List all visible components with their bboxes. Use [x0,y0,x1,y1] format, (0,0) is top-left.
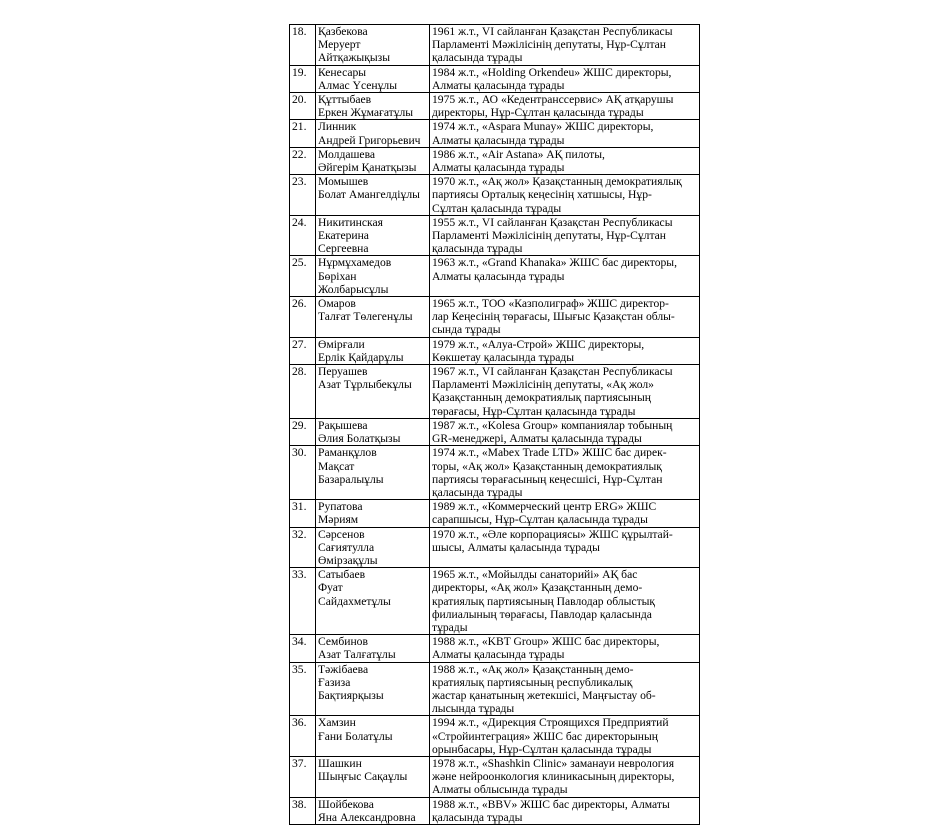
candidate-name-cell [316,337,430,364]
candidate-description-cell [430,568,700,635]
candidate-description-line: 1970 ж.т., «Әле корпорациясы» ЖШС құрылтай- [432,527,673,541]
candidate-name-line: Нұрмұхамедов [318,256,392,270]
candidate-name-line: Фуат [318,581,343,595]
candidate-description-line: торы, «Ақ жол» Қазақстанның демократиялық [432,459,662,473]
candidate-description-line: «Стройинтеграция» ЖШС бас директорының [432,729,658,743]
candidate-description-line: 1974 ж.т., «Mabex Trade LTD» ЖШС бас дирек- [432,446,667,460]
table-row [290,93,700,120]
candidate-name-line: Линник [318,120,357,134]
table-row [290,256,700,297]
candidate-description-line: кратиялық партиясының республикалық [432,675,633,689]
candidate-description-cell [430,25,700,66]
candidate-name-cell [316,500,430,527]
candidate-description-line: директоры, «Ақ жол» Қазақстанның демо- [432,581,643,595]
table-row [290,500,700,527]
table-row [290,215,700,256]
candidate-description-line: қаласында тұрады [432,485,523,499]
candidate-name-line: Бақтиярқызы [318,688,384,702]
candidate-name-line: Шашкин [318,756,362,770]
candidate-name-line: Омаров [318,297,356,311]
candidate-name-cell [316,527,430,568]
candidate-description-cell [430,147,700,174]
candidate-name-line: Ерлік Қайдарұлы [318,350,404,364]
candidate-name-line: Әлия Болатқызы [318,432,401,446]
candidate-name-line: Болат Амангелдіұлы [318,188,420,202]
row-number: 22. [290,147,316,174]
row-number: 21. [290,120,316,147]
table-row [290,716,700,757]
candidate-description-line: Қазақстанның демократиялық партиясының [432,391,651,405]
candidate-name-line: Андрей Григорьевич [318,133,421,147]
candidate-description-line: Парламенті Мәжілісінің депутаты, Нұр-Сұлтан [432,229,667,243]
candidate-name-cell [316,797,430,824]
candidate-name-line: Ғазиза [318,675,351,689]
row-number: 26. [290,297,316,338]
candidate-name-line: Никитинская [318,215,383,229]
candidate-name-cell [316,716,430,757]
candidate-description-line: Алматы қаласында тұрады [432,161,565,175]
candidate-name-line: Яна Александровна [318,810,416,824]
row-number: 18. [290,25,316,66]
candidate-description-line: кратиялық партиясының Павлодар облыстық [432,594,656,608]
candidate-description-line: жастар қанатының жетекшісі, Маңғыстау об- [432,688,656,702]
candidate-description-line: сарапшысы, Нұр-Сұлтан қаласында тұрады [432,513,648,527]
candidate-name-cell [316,756,430,797]
candidate-name-cell [316,635,430,662]
candidate-description-line: 1986 ж.т., «Air Astana» АҚ пилоты, [432,147,605,161]
candidate-description-line: және нейроонкология клиникасының директоры, [432,770,675,784]
table-row [290,635,700,662]
candidate-description-cell [430,500,700,527]
table-row [290,797,700,824]
candidate-description-line: төрағасы, Нұр-Сұлтан қаласында тұрады [432,404,636,418]
candidate-name-line: Талғат Төлегенұлы [318,310,413,324]
candidate-description-line: 1984 ж.т., «Holding Orkendeu» ЖШС директоры, [432,65,672,79]
candidate-name-line: Момышев [318,175,369,189]
row-number: 35. [290,662,316,716]
candidate-description-line: Көкшетау қаласында тұрады [432,350,575,364]
candidate-description-line: тұрады [432,620,468,634]
candidate-description-cell [430,797,700,824]
candidate-name-line: Шойбекова [318,797,374,811]
candidate-name-line: Меруерт [318,38,361,52]
candidate-name-cell [316,93,430,120]
candidate-name-line: Ғани Болатұлы [318,729,393,743]
table-row [290,365,700,419]
candidate-name-line: Рупатова [318,500,363,514]
candidate-description-line: 1989 ж.т., «Коммерческий центр ERG» ЖШС [432,500,657,514]
candidate-description-line: орынбасары, Нұр-Сұлтан қаласында тұрады [432,742,652,756]
row-number: 28. [290,365,316,419]
candidate-description-line: лысында тұрады [432,702,515,716]
candidate-name-line: Сергеевна [318,242,369,256]
candidate-name-line: Азат Талғатұлы [318,648,396,662]
candidate-description-cell [430,527,700,568]
row-number: 29. [290,418,316,445]
candidate-name-line: Раманқұлов [318,446,377,460]
candidate-name-line: Айтқажықызы [318,51,391,65]
table-row [290,120,700,147]
candidate-name-line: Еркен Жұмағатұлы [318,106,414,120]
row-number: 37. [290,756,316,797]
candidate-name-line: Қазбекова [318,25,368,38]
candidate-description-line: Алматы облысында тұрады [432,783,568,797]
candidate-description-line: 1975 ж.т., АО «Кедентранссервис» АҚ атқарушы [432,93,674,107]
candidate-name-line: Жолбарысұлы [318,282,389,296]
candidate-name-line: Рақышева [318,418,368,432]
candidate-name-cell [316,297,430,338]
candidate-name-line: Әйгерім Қанатқызы [318,161,417,175]
candidate-description-line: Сұлтан қаласында тұрады [432,201,562,215]
row-number: 33. [290,568,316,635]
candidate-name-cell [316,568,430,635]
candidate-description-cell [430,635,700,662]
candidate-description-line: 1965 ж.т., «Мойылды санаторийі» АҚ бас [432,568,638,582]
candidate-name-cell [316,147,430,174]
candidate-name-line: Сайдахметұлы [318,594,391,608]
candidate-description-line: 1961 ж.т., VI сайланған Қазақстан Республикасы [432,25,673,38]
candidate-name-line: Құттыбаев [318,93,372,107]
candidate-description-line: қаласында тұрады [432,51,523,65]
candidate-description-line: 1970 ж.т., «Ақ жол» Қазақстанның демократиялық [432,175,682,189]
candidate-name-line: Азат Тұрлыбекұлы [318,378,412,392]
table-row [290,527,700,568]
candidate-name-line: Алмас Үсенұлы [318,78,397,92]
row-number: 34. [290,635,316,662]
candidate-description-line: 1978 ж.т., «Shashkin Clinic» заманауи неврология [432,756,675,770]
candidate-description-cell [430,446,700,500]
table-row [290,297,700,338]
candidate-description-line: 1965 ж.т., ТОО «Казполиграф» ЖШС директор- [432,297,669,311]
candidate-description-cell [430,716,700,757]
candidate-description-cell [430,256,700,297]
row-number: 27. [290,337,316,364]
candidate-description-line: Алматы қаласында тұрады [432,133,565,147]
candidate-name-line: Мәриям [318,513,359,527]
candidate-description-cell [430,756,700,797]
candidate-description-line: сында тұрады [432,323,501,337]
candidate-description-cell [430,297,700,338]
candidate-name-cell [316,446,430,500]
table-row [290,25,700,66]
candidate-description-cell [430,65,700,92]
candidate-name-line: Сатыбаев [318,568,366,582]
table-row [290,337,700,364]
table-row [290,568,700,635]
candidate-description-line: Парламенті Мәжілісінің депутаты, Нұр-Сұлтан [432,38,667,52]
candidate-description-cell [430,662,700,716]
candidate-name-line: Кенесары [318,65,367,79]
candidate-description-line: 1974 ж.т., «Aspara Munay» ЖШС директоры, [432,120,654,134]
candidate-description-line: Алматы қаласында тұрады [432,648,565,662]
table-row [290,446,700,500]
candidate-name-line: Өмірзақұлы [318,553,378,567]
row-number: 38. [290,797,316,824]
candidate-description-line: шысы, Алматы қаласында тұрады [432,540,600,554]
candidate-name-line: Сәрсенов [318,527,365,541]
candidate-name-line: Тәжібаева [318,662,369,676]
candidate-name-line: Бөріхан [318,269,357,283]
candidate-description-cell [430,215,700,256]
candidate-name-line: Хамзин [318,716,356,730]
candidate-description-cell [430,175,700,216]
candidate-description-line: қаласында тұрады [432,242,523,256]
candidate-description-line: партиясы Орталық кеңесінің хатшысы, Нұр- [432,188,652,202]
candidate-name-cell [316,662,430,716]
candidate-description-line: 1994 ж.т., «Дирекция Строящихся Предприятий [432,716,669,730]
candidate-description-cell [430,365,700,419]
row-number: 24. [290,215,316,256]
candidate-name-line: Базаралыұлы [318,472,384,486]
table-row [290,147,700,174]
candidate-description-line: Алматы қаласында тұрады [432,78,565,92]
table-row [290,662,700,716]
candidate-name-line: Шыңғыс Сақаұлы [318,770,408,784]
row-number: 36. [290,716,316,757]
candidate-description-line: партиясы төрағасының кеңесшісі, Нұр-Сұлтан [432,472,663,486]
candidate-name-line: Мақсат [318,459,355,473]
candidate-description-line: 1963 ж.т., «Grand Khanaka» ЖШС бас директоры, [432,256,677,270]
table-row [290,418,700,445]
row-number: 23. [290,175,316,216]
candidate-description-line: филиалының төрағасы, Павлодар қаласында [432,607,652,621]
candidate-description-line: лар Кеңесінің төрағасы, Шығыс Қазақстан облы- [432,310,675,324]
candidate-name-line: Молдашева [318,147,376,161]
candidate-name-line: Сембинов [318,635,368,649]
candidate-description-line: 1988 ж.т., «KBT Group» ЖШС бас директоры, [432,635,660,649]
candidate-description-line: 1988 ж.т., «Ақ жол» Қазақстанның демо- [432,662,634,676]
table-row [290,756,700,797]
candidate-name-cell [316,25,430,66]
table-row [290,65,700,92]
candidate-name-line: Сағиятулла [318,540,375,554]
candidate-description-cell [430,337,700,364]
row-number: 19. [290,65,316,92]
candidate-description-line: Алматы қаласында тұрады [432,269,565,283]
candidate-name-cell [316,365,430,419]
candidate-name-line: Өмірғали [318,337,365,351]
candidate-description-line: 1979 ж.т., «Алуа-Строй» ЖШС директоры, [432,337,645,351]
row-number: 25. [290,256,316,297]
candidate-description-line: қаласында тұрады [432,810,523,824]
candidate-name-line: Екатерина [318,229,369,243]
table-row [290,175,700,216]
candidate-name-cell [316,215,430,256]
candidate-name-line: Перуашев [318,365,368,379]
candidate-description-line: 1988 ж.т., «BBV» ЖШС бас директоры, Алматы [432,797,670,811]
candidate-description-line: GR-менеджері, Алматы қаласында тұрады [432,432,642,446]
candidate-name-cell [316,418,430,445]
candidate-list-table [289,24,700,825]
table-body [290,25,700,825]
candidate-description-cell [430,120,700,147]
row-number: 32. [290,527,316,568]
candidate-description-line: 1955 ж.т., VI сайланған Қазақстан Республикасы [432,215,673,229]
candidate-description-line: 1967 ж.т., VI сайланған Қазақстан Республикасы [432,365,673,379]
candidate-description-line: 1987 ж.т., «Kolesa Group» компаниялар тобының [432,418,673,432]
candidate-name-cell [316,120,430,147]
row-number: 30. [290,446,316,500]
row-number: 31. [290,500,316,527]
row-number: 20. [290,93,316,120]
candidate-name-cell [316,175,430,216]
candidate-description-line: Парламенті Мәжілісінің депутаты, «Ақ жол» [432,378,654,392]
candidate-name-cell [316,65,430,92]
candidate-name-cell [316,256,430,297]
candidate-description-line: директоры, Нұр-Сұлтан қаласында тұрады [432,106,644,120]
candidate-description-cell [430,93,700,120]
candidate-description-cell [430,418,700,445]
